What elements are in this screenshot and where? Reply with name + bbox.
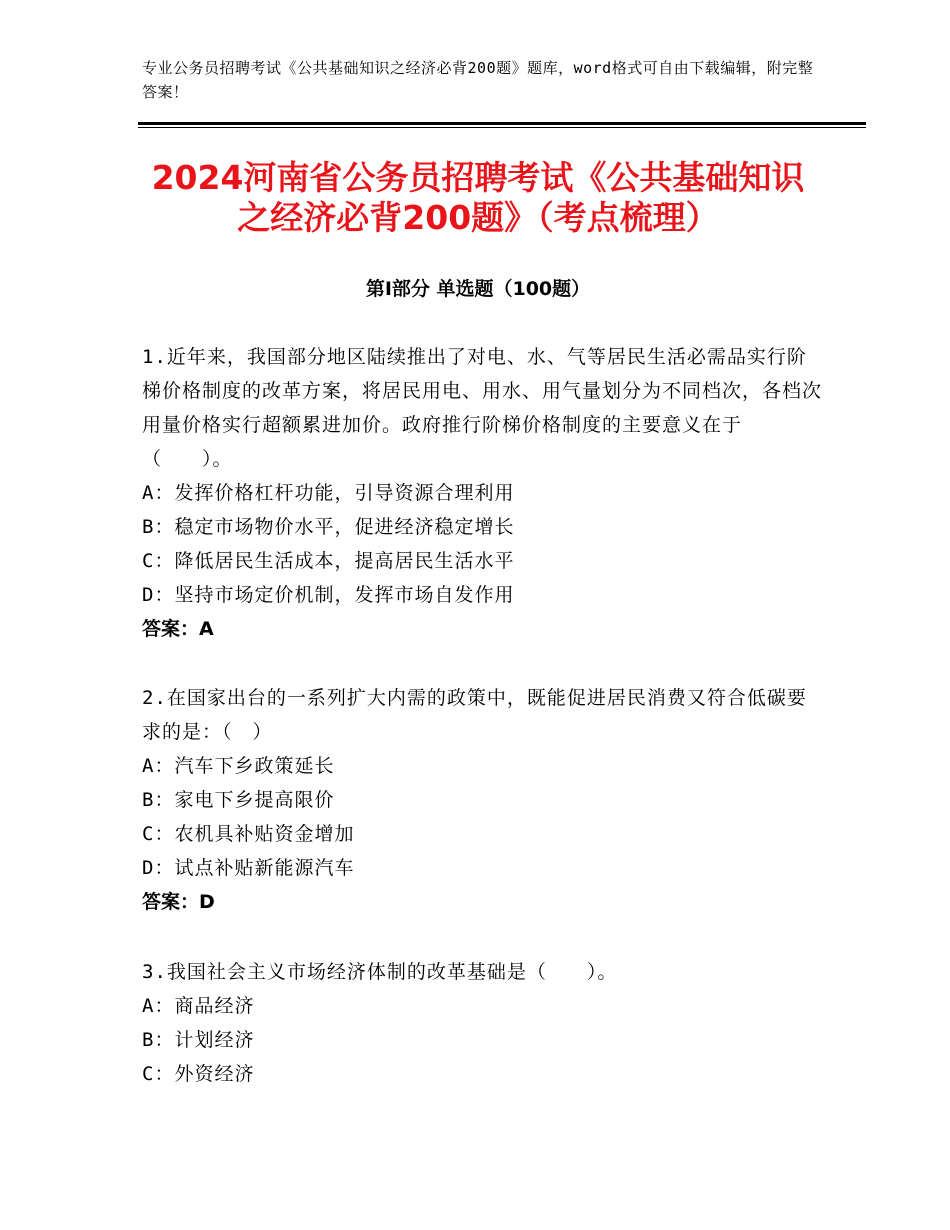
section-title: 第Ⅰ部分 单选题（100题） — [365, 278, 591, 300]
option-b: B：稳定市场物价水平，促进经济稳定增长 — [142, 516, 515, 538]
question-1 — [142, 340, 822, 646]
question-stem: 2.在国家出台的一系列扩大内需的政策中，既能促进居民消费又符合低碳要求的是：（ ） — [142, 687, 807, 743]
question-stem: 3.我国社会主义市场经济体制的改革基础是（ ）。 — [142, 961, 618, 983]
option-b: B：计划经济 — [142, 1029, 255, 1051]
option-c: C：农机具补贴资金增加 — [142, 823, 355, 845]
option-d: D：试点补贴新能源汽车 — [142, 857, 355, 879]
option-a: A：商品经济 — [142, 995, 255, 1017]
header-note: 专业公务员招聘考试《公共基础知识之经济必背200题》题库，word格式可自由下载编辑，附完整答案！ — [142, 59, 814, 101]
option-c: C：降低居民生活成本，提高居民生活水平 — [142, 550, 515, 572]
question-2 — [142, 681, 822, 919]
option-a: A：发挥价格杠杆功能，引导资源合理利用 — [142, 482, 515, 504]
option-c: C：外资经济 — [142, 1063, 255, 1085]
question-3 — [142, 955, 822, 1091]
header-divider-thin — [138, 127, 866, 128]
option-d: D：坚持市场定价机制，发挥市场自发作用 — [142, 584, 515, 606]
header-divider — [138, 122, 866, 125]
document-title: 2024河南省公务员招聘考试《公共基础知识之经济必背200题》（考点梳理） — [151, 158, 805, 237]
question-stem: 1.近年来，我国部分地区陆续推出了对电、水、气等居民生活必需品实行阶梯价格制度的改革方案，将居民用电、用水、用气量划分为不同档次，各档次用量价格实行超额累进加价。政府推行阶梯价格制度的主要意义在于（ ）。 — [142, 346, 823, 470]
answer: 答案：A — [142, 618, 214, 640]
answer: 答案：D — [142, 891, 215, 913]
option-b: B：家电下乡提高限价 — [142, 789, 335, 811]
option-a: A：汽车下乡政策延长 — [142, 755, 335, 777]
